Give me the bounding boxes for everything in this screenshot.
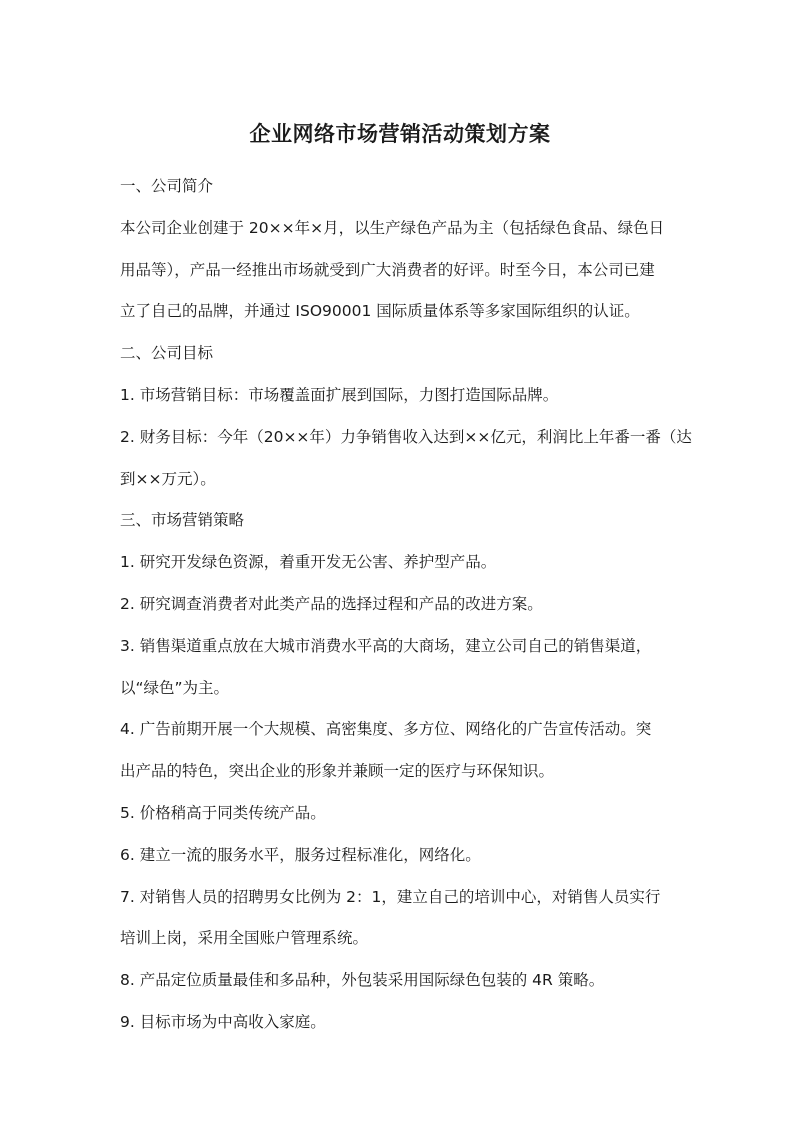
paragraph-line: 到××万元）。 — [120, 469, 216, 488]
paragraph-line: 2. 财务目标：今年（20××年）力争销售收入达到××亿元，利润比上年番一番（达 — [120, 427, 692, 446]
paragraph-line: 以“绿色”为主。 — [120, 678, 230, 697]
section-heading-company-intro: 一、公司简介 — [120, 177, 214, 195]
paragraph-line: 1. 市场营销目标：市场覆盖面扩展到国际，力图打造国际品牌。 — [120, 385, 559, 404]
paragraph-line: 3. 销售渠道重点放在大城市消费水平高的大商场，建立公司自己的销售渠道， — [120, 636, 652, 655]
paragraph-line: 6. 建立一流的服务水平，服务过程标准化，网络化。 — [120, 845, 481, 864]
paragraph-line: 5. 价格稍高于同类传统产品。 — [120, 803, 326, 822]
paragraph-line: 2. 研究调查消费者对此类产品的选择过程和产品的改进方案。 — [120, 594, 543, 613]
paragraph-line: 用品等），产品一经推出市场就受到广大消费者的好评。时至今日，本公司已建 — [120, 260, 655, 279]
paragraph-line: 培训上岗，采用全国账户管理系统。 — [120, 929, 369, 948]
section-heading-marketing-strategy: 三、市场营销策略 — [120, 511, 245, 530]
paragraph-line: 7. 对销售人员的招聘男女比例为 2：1，建立自己的培训中心，对销售人员实行 — [120, 887, 661, 906]
document-body — [120, 166, 700, 1044]
paragraph-line: 1. 研究开发绿色资源，着重开发无公害、养护型产品。 — [120, 553, 497, 572]
paragraph-line: 出产品的特色，突出企业的形象并兼顾一定的医疗与环保知识。 — [120, 762, 555, 781]
paragraph-line: 立了自己的品牌，并通过 ISO90001 国际质量体系等多家国际组织的认证。 — [120, 302, 640, 321]
section-heading-company-goals: 二、公司目标 — [120, 344, 214, 363]
paragraph-line: 9. 目标市场为中高收入家庭。 — [120, 1012, 326, 1031]
document-title: 企业网络市场营销活动策划方案 — [249, 122, 551, 146]
paragraph-line: 8. 产品定位质量最佳和多品种，外包装采用国际绿色包装的 4R 策略。 — [120, 971, 605, 990]
paragraph-line: 本公司企业创建于 20××年×月，以生产绿色产品为主（包括绿色食品、绿色日 — [120, 218, 665, 237]
paragraph-line: 4. 广告前期开展一个大规模、高密集度、多方位、网络化的广告宣传活动。突 — [120, 720, 652, 739]
